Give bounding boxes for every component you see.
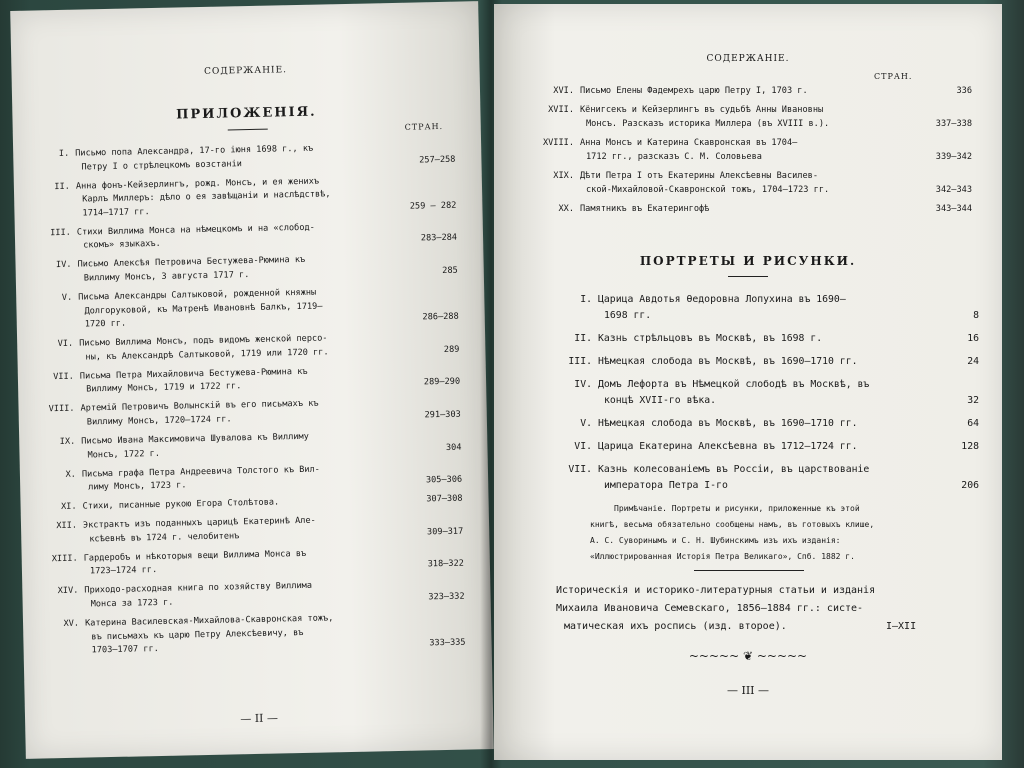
toc-entry [43, 493, 463, 515]
title-rule [228, 129, 268, 131]
entry-text-line: Казнь колесованіемъ въ Россіи, въ царствованіе [598, 464, 870, 475]
entry-page-ref: 257—258 [419, 154, 456, 166]
footnote-line: А. С. Суворинымъ и С. Н. Шубинскимъ изъ ихъ изданія: [590, 536, 841, 545]
toc-entry [532, 169, 972, 197]
toc-entry [43, 512, 463, 548]
entry-page-ref: 343—344 [935, 204, 972, 214]
toc-entry [532, 202, 972, 216]
entry-page-ref: 318—322 [427, 558, 465, 570]
running-head-right: СОДЕРЖАНІЕ. [706, 54, 790, 64]
entry-number: V. [61, 292, 73, 303]
entry-page-ref: 24 [967, 356, 979, 367]
closing-line: Историческія и историко-литературныя статьи и изданія [556, 585, 876, 596]
toc-entry [532, 84, 972, 98]
entry-number: XX. [558, 204, 574, 214]
entry-number: I. [580, 294, 592, 305]
entry-text-line: скомъ» языкахъ. [83, 239, 161, 251]
ornament-divider: ~~~~~ ❦ ~~~~~ [688, 649, 808, 663]
entry-page-ref: 342—343 [935, 185, 972, 195]
toc-entry [38, 284, 459, 334]
entry-text-line: 1723—1724 гг. [89, 565, 158, 577]
page-number-right: — III — [726, 684, 770, 697]
entry-text-line: Виллиму Монсъ, 1720—1724 гг. [86, 414, 232, 428]
entry-page-ref: 286—288 [422, 311, 459, 323]
entry-text-line: Памятникъ въ Екатерингофѣ [580, 204, 710, 214]
footnote-line: «Иллюстрированная Исторія Петра Великаго», Спб. 1882 г. [590, 552, 855, 561]
entry-text-line: Стихи Виллима Монса на нѣмецкомъ и на «слобод- [76, 222, 315, 238]
entry-number: VII. [568, 464, 592, 475]
entry-page-ref: 16 [967, 333, 979, 344]
entry-page-ref: 305—306 [425, 474, 463, 486]
entry-text-line: Письмо Ивана Максимовича Шувалова къ Виллиму [81, 431, 309, 447]
entry-number: IV. [55, 260, 72, 271]
entry-number: XIX. [553, 171, 574, 181]
entry-text-line: Катерина Василевская-Михайлова-Скавронская тожъ, [84, 613, 334, 629]
toc-entry [40, 395, 460, 431]
entry-number: II. [574, 333, 592, 344]
entry-number: XVI. [553, 86, 574, 96]
entry-number: XVIII. [542, 138, 574, 148]
entry-number: II. [54, 181, 71, 192]
toc-entry [44, 577, 464, 613]
entry-page-ref: 64 [967, 418, 979, 429]
entry-text-line: Нѣмецкая слобода въ Москвѣ, въ 1690—1710 гг. [598, 418, 858, 429]
left-page [10, 1, 494, 759]
entry-page-ref: 337—338 [935, 119, 972, 129]
column-head-pages-right: СТРАН. [874, 72, 913, 81]
toc-entry [37, 218, 457, 254]
toc-entry [44, 544, 464, 580]
entry-text-line: Анна Монсъ и Катерина Скавронская въ 1704— [580, 138, 798, 148]
entry-text-line: Кёнигсекъ и Кейзерлингъ въ судьбѣ Анны Ивановны [580, 105, 824, 115]
entry-text-line: Письма графа Петра Андреевича Толстого къ Вил- [81, 464, 320, 480]
entry-text-line: концѣ XVII-го вѣка. [604, 395, 717, 406]
entry-number: V. [580, 418, 592, 429]
entry-page-ref: 333—335 [429, 637, 466, 649]
entry-page-ref: 307—308 [426, 493, 463, 505]
entry-text-line: Монсъ, 1722 г. [87, 448, 161, 461]
entry-number: IX. [59, 436, 76, 448]
entry-text-line: Экстрактъ изъ поданныхъ царицѣ Екатеринѣ Але- [82, 515, 316, 531]
entry-page-ref: 339—342 [935, 152, 972, 162]
entry-text-line: Письмо попа Александра, 17-го іюня 1698 г., къ [75, 143, 314, 159]
closing-line: Михаила Ивановича Семевскаго, 1856—1884 гг.: систе- [556, 603, 864, 614]
closing-page-ref: I—XII [886, 621, 917, 632]
entry-number: I. [58, 148, 70, 159]
entry-text-line: Анна фонъ-Кейзерлингъ, рожд. Монсъ, и ея женихъ [75, 176, 320, 192]
toc-entry [554, 462, 979, 494]
entry-page-ref: 304 [445, 442, 462, 453]
entry-page-ref: 289—290 [423, 377, 461, 388]
entry-page-ref: 289 [443, 344, 460, 355]
entry-page-ref: 309—317 [426, 526, 464, 538]
entry-text-line: Письма Александры Салтыковой, рожденной княжны [78, 287, 317, 303]
entry-text-line: Виллиму Монсъ, 3 августа 1717 г. [83, 270, 250, 284]
entry-number: VI. [57, 338, 74, 350]
entry-text-line: 1714—1717 гг. [82, 206, 150, 219]
toc-entry [554, 377, 979, 409]
entry-text-line: ской-Михайловой-Скавронской тожъ, 1704—1723 гг. [586, 185, 830, 195]
entry-text-line: Дѣти Петра I отъ Екатерины Алексѣевны Василев- [580, 171, 818, 181]
toc-entry [40, 362, 460, 398]
entry-text-line: Письмо Елены Фадемрехъ царю Петру I, 1703 г. [580, 86, 808, 96]
entry-number: XIII. [51, 553, 78, 565]
toc-entry [42, 460, 462, 496]
toc-entry [37, 251, 457, 287]
entry-number: III. [50, 227, 71, 238]
entry-page-ref: 283—284 [420, 233, 458, 244]
toc-entry [554, 354, 979, 370]
entry-text-line: 1720 гг. [84, 318, 127, 330]
toc-entry [36, 172, 457, 222]
toc-entry [554, 292, 979, 324]
entry-text-line: Артемій Петровичъ Волынскій въ его письмахъ къ [80, 399, 319, 414]
entry-text-line: въ письмахъ къ царю Петру Алексѣевичу, въ [91, 627, 304, 643]
entry-text-line: 1703—1707 гг. [91, 644, 159, 656]
portraits-rule [728, 276, 768, 277]
entry-page-ref: 336 [956, 86, 972, 96]
entry-page-ref: 32 [967, 395, 979, 406]
entry-text-line: Письмо Виллима Монсъ, подъ видомъ женской персо- [79, 333, 328, 349]
entry-text-line: Монсъ. Разсказъ историка Миллера (въ XVIII в.). [586, 119, 830, 129]
entry-text-line: Казнь стрѣльцовъ въ Москвѣ, въ 1698 г. [598, 333, 823, 344]
entry-text-line: ны, къ Александрѣ Салтыковой, 1719 или 1720 гг. [85, 347, 329, 363]
toc-entry [45, 610, 466, 660]
entry-page-ref: 259 — 282 [409, 200, 457, 212]
entry-text-line: ксѣевнѣ въ 1724 г. челобитенъ [89, 531, 240, 545]
entry-page-ref: 291—303 [424, 409, 461, 421]
entry-text-line: Карлъ Миллеръ: дѣло о ея завѣщаніи и наслѣдствѣ, [82, 189, 331, 205]
entry-text-line: Царица Авдотья Ѳедоровна Лопухина въ 1690— [598, 294, 846, 305]
entry-text-line: Нѣмецкая слобода въ Москвѣ, въ 1690—1710 гг. [598, 356, 858, 367]
toc-entry [41, 428, 461, 464]
entry-number: III. [568, 356, 592, 367]
toc-entry [532, 103, 972, 131]
entry-number: IV. [574, 379, 592, 390]
running-head-left: СОДЕРЖАНІЕ. [203, 65, 288, 77]
note-rule [694, 570, 804, 571]
entry-text-line: Стихи, писанные рукою Егора Столѣтова. [82, 497, 280, 512]
entry-text-line: Письмо Алексѣя Петровича Бестужева-Рюмина къ [77, 255, 306, 271]
footnote-line: книгѣ, весьма обязательно сообщены намъ, въ готовыхъ клише, [590, 520, 875, 529]
toc-entry [554, 416, 979, 432]
entry-text-line: 1712 гг., разсказъ С. М. Соловьева [586, 152, 762, 162]
entry-text-line: Монса за 1723 г. [90, 597, 174, 610]
toc-entry [554, 331, 979, 347]
entry-text-line: императора Петра I-го [604, 480, 728, 491]
entry-number: XIV. [57, 586, 79, 597]
entry-text-line: Письма Петра Михайловича Бестужева-Рюмина къ [79, 366, 308, 382]
entry-number: VI. [574, 441, 592, 452]
entry-text-line: Виллиму Монсъ, 1719 и 1722 гг. [86, 381, 242, 395]
entry-number: X. [65, 469, 77, 480]
footnote-line: Примѣчаніе. Портреты и рисунки, приложенные къ этой [614, 504, 860, 513]
section-title-portraits: ПОРТРЕТЫ И РИСУНКИ. [639, 254, 857, 268]
entry-page-ref: 285 [442, 265, 458, 276]
entry-page-ref: 8 [973, 310, 979, 321]
entry-number: XVII. [548, 105, 574, 115]
closing-line: матическая ихъ роспись (изд. второе). [564, 621, 787, 632]
entry-text-line: лиму Монсъ, 1723 г. [88, 480, 187, 493]
right-page [494, 4, 1002, 760]
entry-number: XII. [56, 520, 78, 532]
column-head-pages: СТРАН. [404, 121, 444, 132]
section-title-appendices: ПРИЛОЖЕНІЯ. [176, 104, 317, 123]
entry-text-line: Царица Екатерина Алексѣевна въ 1712—1724 гг. [598, 441, 858, 452]
entry-text-line: Приходо-расходная книга по хозяйству Виллима [84, 581, 313, 596]
entry-text-line: Гардеробъ и нѣкоторыя вещи Виллима Монса въ [83, 548, 307, 564]
entry-number: VIII. [48, 404, 75, 415]
toc-entry [35, 140, 455, 176]
entry-text-line: 1698 гг. [604, 310, 652, 321]
entry-page-ref: 323—332 [428, 591, 465, 603]
entry-number: XI. [60, 501, 77, 513]
entry-text-line: Домъ Лефорта въ Нѣмецкой слободѣ въ Москвѣ, въ [598, 379, 870, 390]
toc-entry [554, 439, 979, 455]
entry-number: VII. [53, 371, 74, 382]
entry-text-line: Долгоруковой, къ Матренѣ Ивановнѣ Балкъ, 1719— [84, 301, 323, 317]
entry-text-line: Петру I о стрѣлецкомъ возстаніи [81, 158, 242, 173]
entry-page-ref: 206 [961, 480, 979, 491]
toc-entry [39, 330, 459, 366]
entry-number: XV. [63, 618, 80, 629]
entry-page-ref: 128 [961, 441, 979, 452]
page-number-left: — II — [240, 711, 279, 726]
toc-entry [532, 136, 972, 164]
